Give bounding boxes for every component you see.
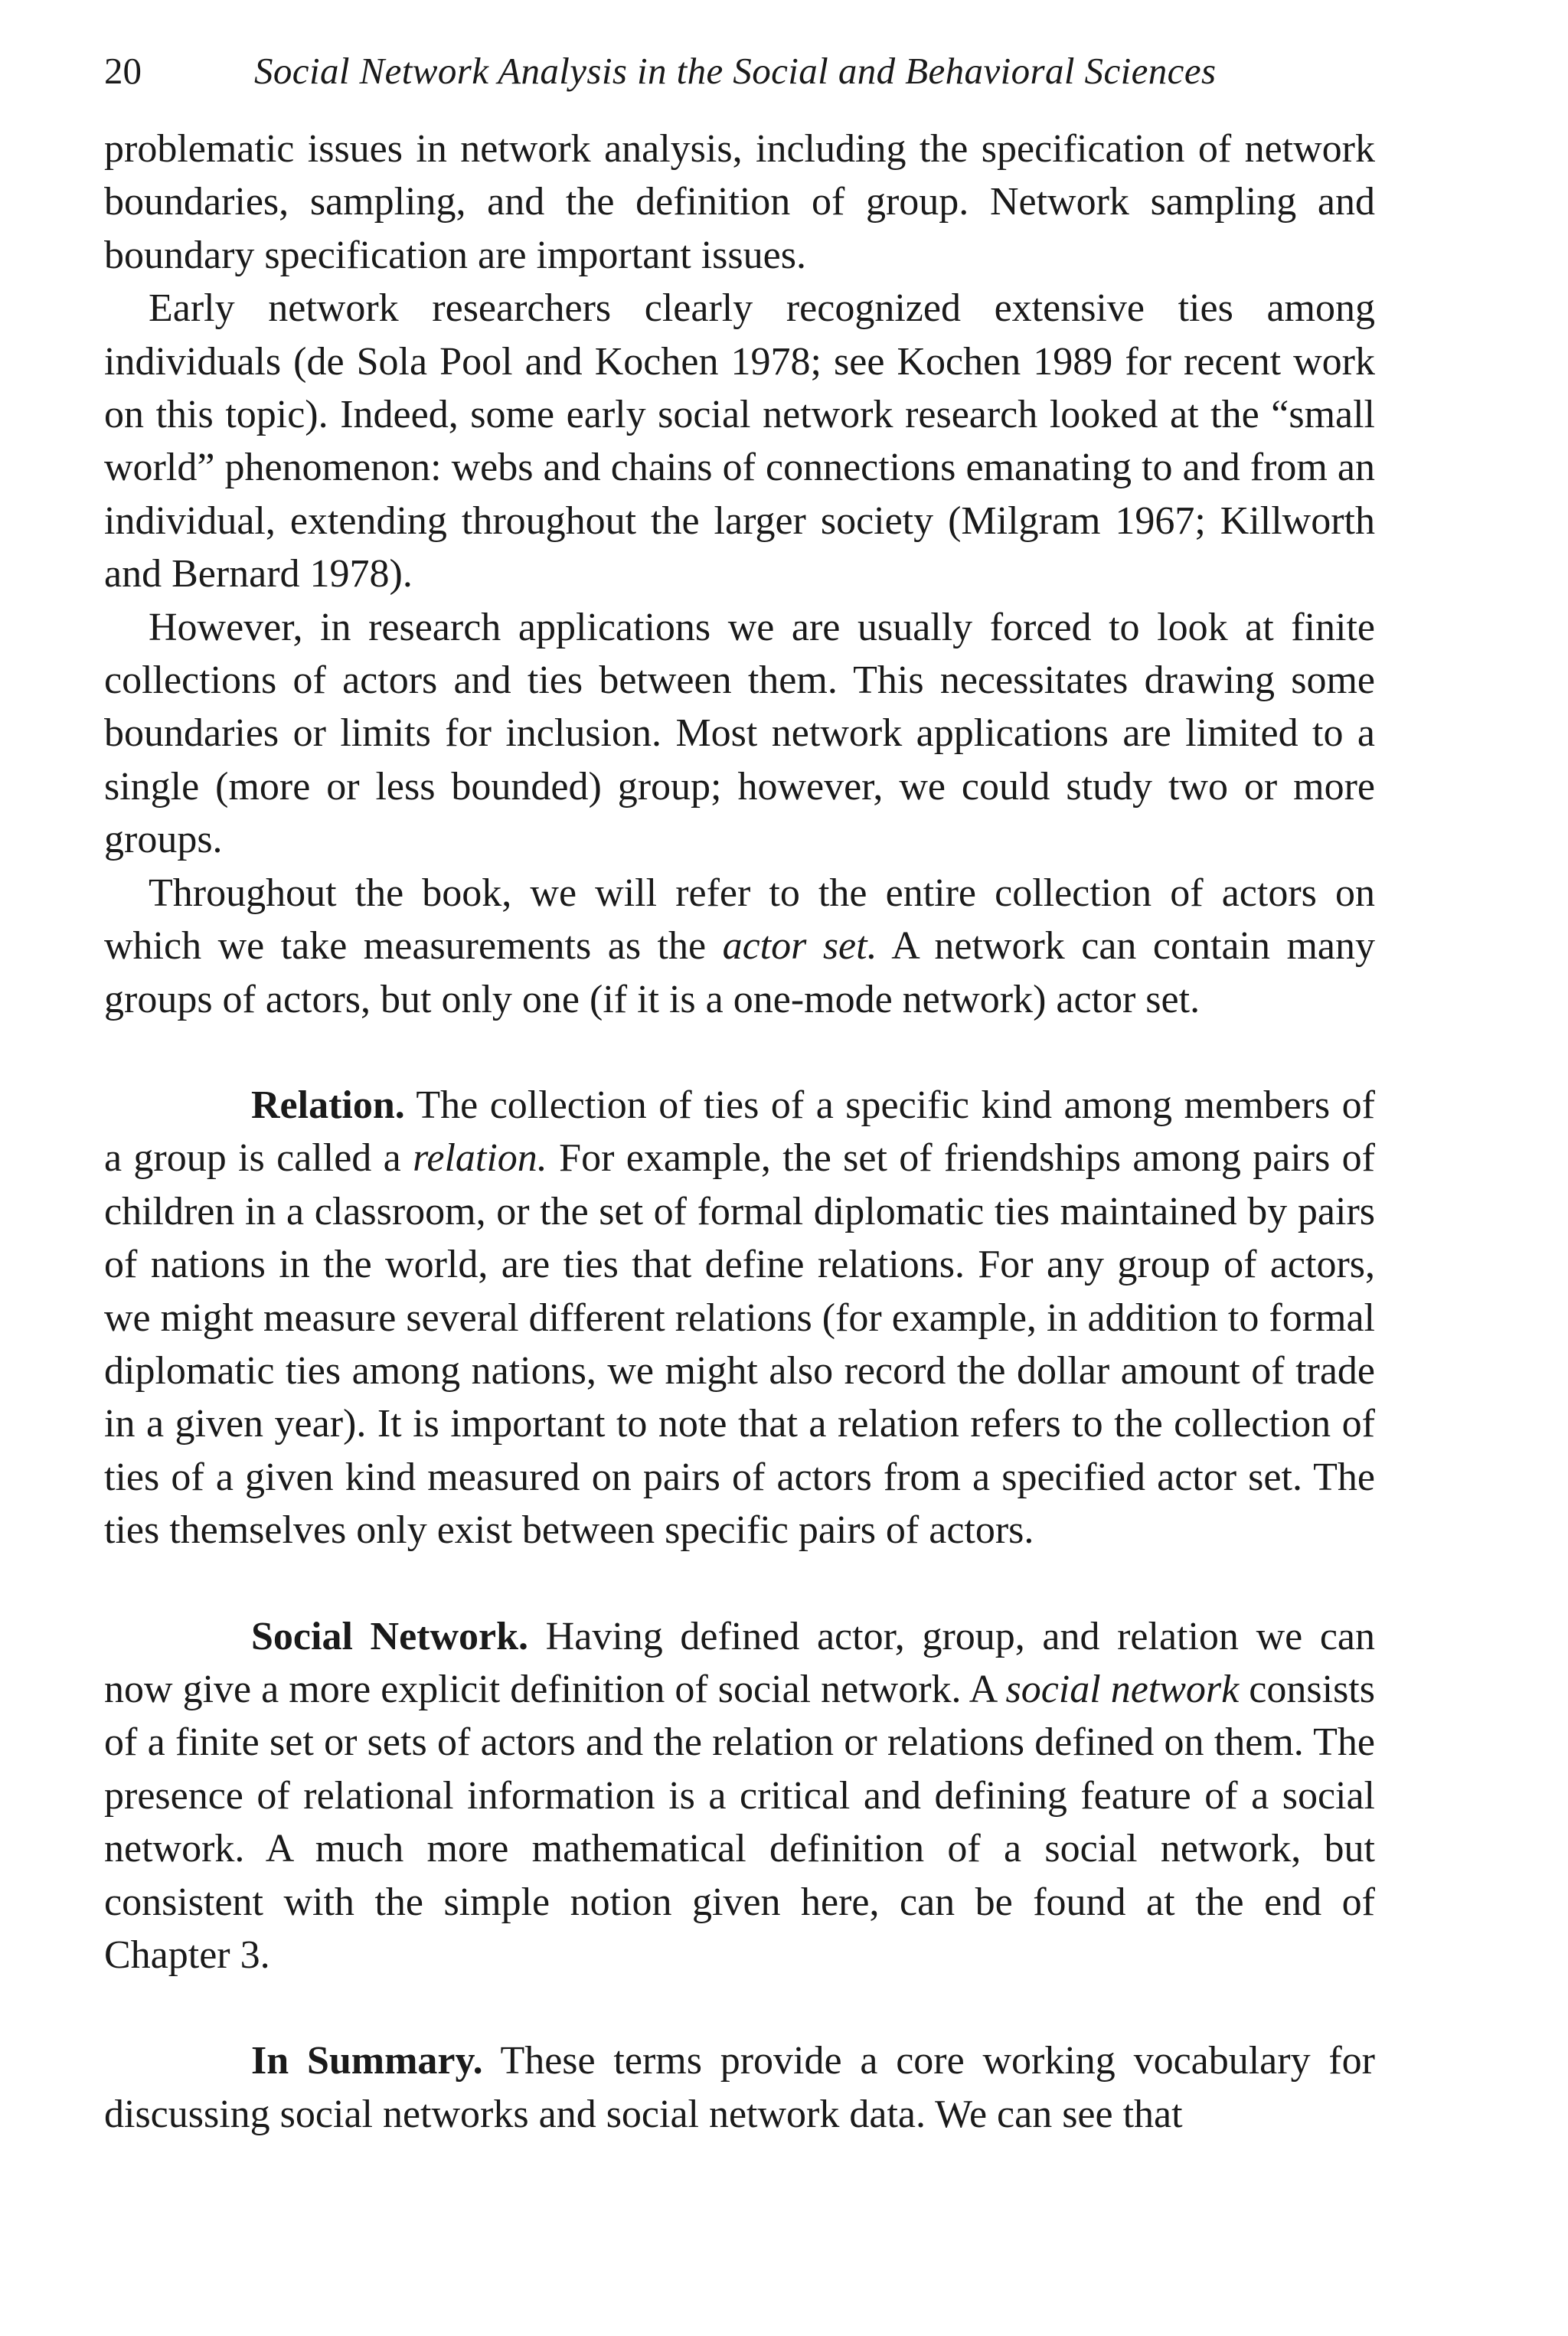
paragraph-actor-set	[104, 867, 1375, 1026]
actor-set-text-a: Throughout the book, we will refer to the entire collection of actors on which we take measurements as the	[104, 871, 1375, 969]
paragraph-in-summary	[104, 2034, 1375, 2141]
in-summary-heading: In Summary.	[251, 2039, 483, 2083]
relation-text-a: The collection of ties of a specific kind among members of a group is called a	[104, 1083, 1375, 1181]
running-title: Social Network Analysis in the Social and Behavioral Sciences	[254, 50, 1217, 92]
social-network-text-b: consists of a finite set or sets of actors and the relation or relations defined on them. The presence of relational information is a critical and defining feature of a social network. A much more mathematical definition of a social network, but consistent with the simple notion given here, can be found at the end of Chapter 3.	[104, 1667, 1375, 1977]
relation-heading: Relation.	[251, 1083, 405, 1127]
body-text	[104, 123, 1375, 2141]
social-network-heading: Social Network.	[251, 1614, 529, 1658]
actor-set-text-b: A network can contain many groups of actors, but only one (if it is a one-mode network) actor set.	[104, 924, 1376, 1021]
relation-term: relation.	[413, 1136, 547, 1181]
paragraph-social-network	[104, 1610, 1375, 1982]
page-header	[104, 44, 1375, 98]
paragraph-continued: problematic issues in network analysis, including the specification of network boundaries, sampling, and the definition of group. Network sampling and boundary specification are important issues.	[104, 127, 1375, 277]
relation-text-b: For example, the set of friendships among pairs of children in a classroom, or the set of formal diplomatic ties maintained by pairs of nations in the world, are ties that define relations. For any group of actors, we might measure several different relations (for example, in addition to formal diplomatic ties among nations, we might also record the dollar amount of trade in a given year). It is important to note that a relation refers to the collection of ties of a given kind measured on pairs of actors from a specified actor set. The ties themselves only exist between specific pairs of actors.	[104, 1136, 1375, 1553]
paragraph-finite-collections: However, in research applications we are usually forced to look at finite collections of actors and ties between them. This necessitates drawing some boundaries or limits for inclusion. Most network applications are limited to a single (more or less bounded) group; however, we could study two or more groups.	[104, 605, 1375, 862]
social-network-term: social network	[1005, 1667, 1240, 1711]
actor-set-term: actor set.	[722, 924, 877, 969]
paragraph-early-researchers: Early network researchers clearly recognized extensive ties among individuals (de Sola Pool and Kochen 1978; see Kochen 1989 for recent work on this topic). Indeed, some early social network research looked at the “small world” phenomenon: webs and chains of connections emanating to and from an individual, extending throughout the larger society (Milgram 1967; Killworth and Bernard 1978).	[104, 286, 1375, 596]
paragraph-relation	[104, 1079, 1375, 1557]
page-number: 20	[104, 50, 142, 92]
in-summary-text: These terms provide a core working vocabulary for discussing social networks and social network data. We can see that	[104, 2039, 1375, 2136]
social-network-text-a: Having defined actor, group, and relation we can now give a more explicit definition of social network. A	[104, 1614, 1375, 1711]
